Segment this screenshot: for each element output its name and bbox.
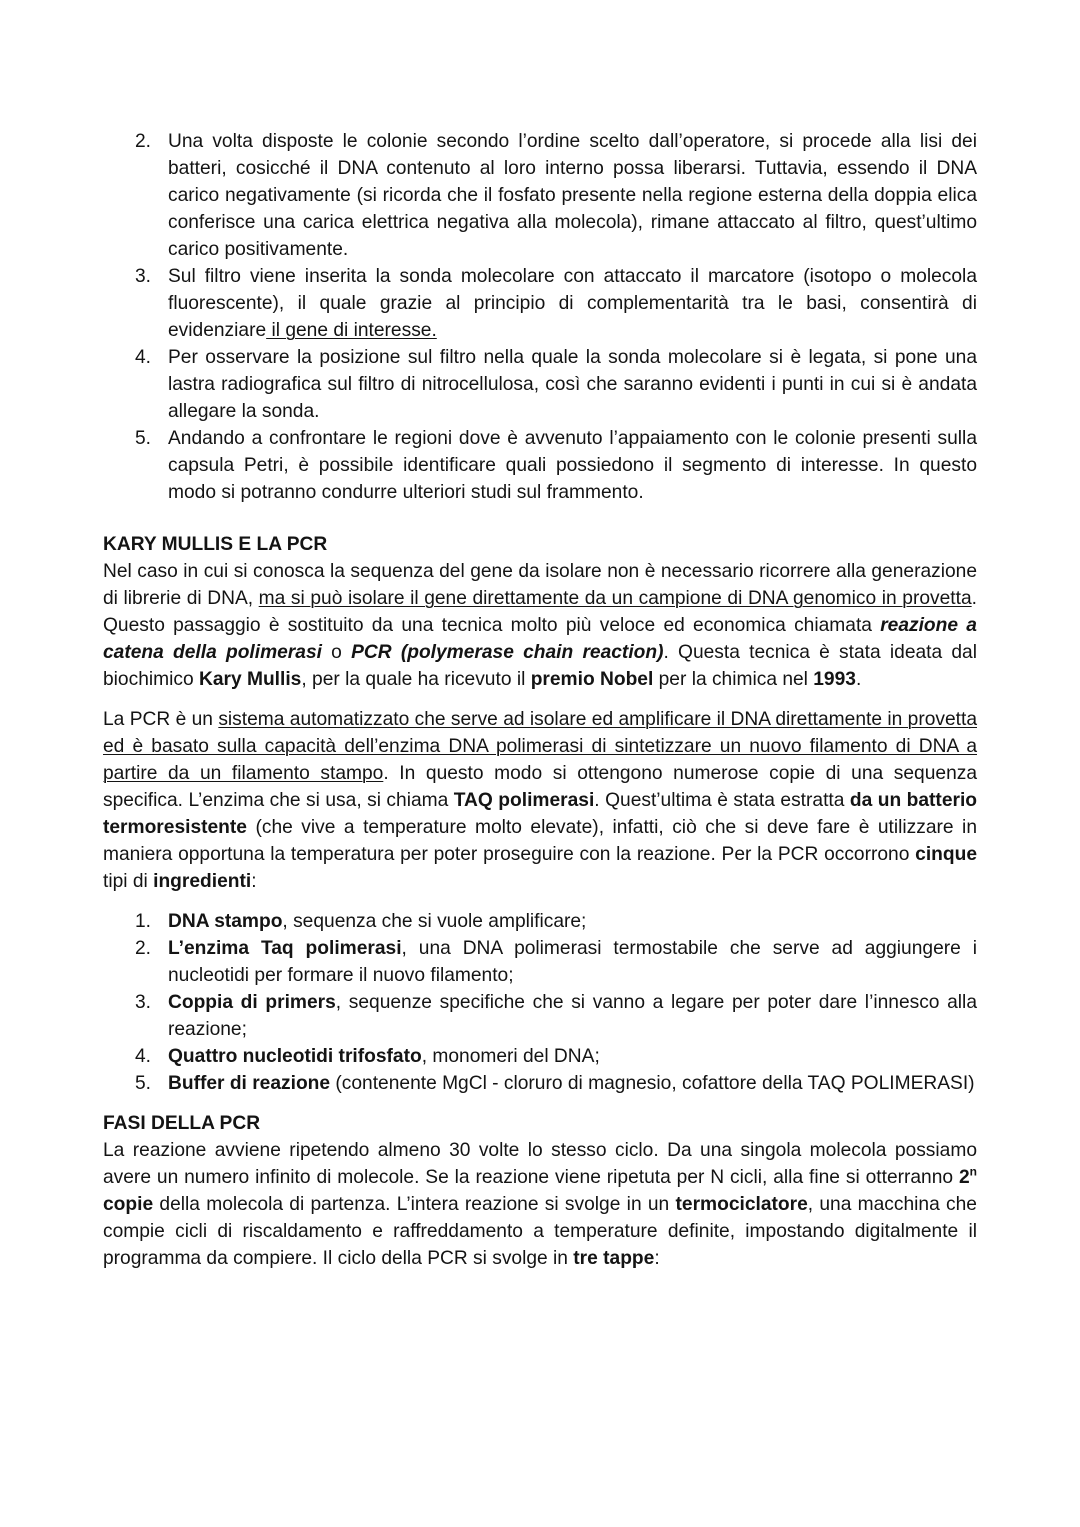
- list-number: 3.: [135, 266, 152, 287]
- list-item: [103, 908, 977, 935]
- paragraph-pcr-phases: [103, 1137, 977, 1272]
- bold-text: Buffer di reazione: [168, 1073, 331, 1094]
- text-run: o: [321, 642, 352, 663]
- bold-text: DNA stampo: [168, 911, 283, 932]
- bold-italic-text: reazione a catena della polimerasi: [103, 615, 977, 663]
- list-number: 5.: [135, 1073, 152, 1094]
- bold-text: Quattro nucleotidi trifosfato: [168, 1046, 422, 1067]
- list-item: [103, 935, 977, 989]
- bold-text: Kary Mullis: [198, 669, 302, 690]
- list-item-text: Una volta disposte le colonie secondo l’ordine scelto dall’operatore, si procede alla lisi dei batteri, cosicché il DNA contenuto al loro interno possa liberarsi. Tuttavia, essendo il DNA carico negativamente (si ricorda che il fosfato presente nella regione esterna della doppia elica conferisce una carica elettrica negativa alla molecola), rimane attaccato al filtro, quest’ultimo carico positivamente.: [168, 131, 977, 260]
- underlined-text: il gene di interesse.: [266, 320, 437, 341]
- power-base: 2: [958, 1167, 970, 1188]
- list-number: 4.: [135, 347, 152, 368]
- underlined-text: sistema automatizzato che serve ad isolare ed amplificare il DNA direttamente in provetta ed è basato sulla capacità dell’enzima DNA polimerasi di sintetizzare un nuovo filamento di DNA a partire da un filamento stampo: [103, 709, 977, 784]
- list-item: [103, 263, 977, 344]
- list-number: 2.: [135, 131, 152, 152]
- list-item: [103, 1043, 977, 1070]
- list-item-text: , monomeri del DNA;: [421, 1046, 600, 1067]
- text-run: . In questo modo si ottengono numerose copie di una sequenza specifica. L’enzima che si usa, si chiama: [103, 763, 978, 811]
- list-item-text: , sequenze specifiche che si vanno a legare per poter dare l’innesco alla reazione;: [168, 992, 977, 1040]
- list-item: [103, 128, 977, 263]
- paragraph-pcr-intro: [103, 558, 977, 693]
- text-run: , per la quale ha ricevuto il: [301, 669, 531, 690]
- underlined-text: ma si può isolare il gene direttamente da un campione di DNA genomico in provetta: [258, 588, 972, 609]
- list-item-text: (contenente MgCl - cloruro di magnesio, cofattore della TAQ POLIMERASI): [330, 1073, 975, 1094]
- procedure-steps-list: [103, 128, 977, 506]
- text-run: tipi di: [103, 871, 154, 892]
- bold-text: termociclatore: [675, 1194, 808, 1215]
- bold-text: tre tappe: [573, 1248, 655, 1269]
- text-run: per la chimica nel: [653, 669, 814, 690]
- text-run: , una macchina che compie cicli di riscaldamento e raffreddamento a temperature definite, impostando digitalmente il programma da compiere. Il ciclo della PCR si svolge in: [103, 1194, 977, 1269]
- text-run: (che vive a temperature molto elevate), infatti, ciò che si deve fare è utilizzare in maniera opportuna la temperatura per poter proseguire con la reazione. Per la PCR occorrono: [103, 817, 977, 865]
- section-heading-kary-mullis: KARY MULLIS E LA PCR: [103, 534, 328, 555]
- superscript-exponent: n: [969, 1164, 977, 1179]
- list-item: [103, 344, 977, 425]
- list-number: 1.: [135, 911, 152, 932]
- list-item-text: , sequenza che si vuole amplificare;: [282, 911, 587, 932]
- text-run: La reazione avviene ripetendo almeno 30 volte lo stesso ciclo. Da una singola molecola possiamo avere un numero infinito di molecole. Se la reazione viene ripetuta per N cicli, alla fine si otterranno: [103, 1140, 977, 1188]
- pcr-ingredients-list: [103, 908, 977, 1097]
- list-item: [103, 425, 977, 506]
- bold-text: cinque: [915, 844, 977, 865]
- bold-text: da un batterio termoresistente: [103, 790, 978, 838]
- text-run: .: [855, 669, 862, 690]
- bold-text: premio Nobel: [530, 669, 654, 690]
- bold-text: ingredienti: [153, 871, 252, 892]
- list-number: 2.: [135, 938, 152, 959]
- paragraph-pcr-system: [103, 706, 977, 895]
- text-run: . Questo passaggio è sostituito da una tecnica molto più veloce ed economica chiamata: [103, 588, 977, 636]
- list-number: 4.: [135, 1046, 152, 1067]
- list-item-text: Per osservare la posizione sul filtro nella quale la sonda molecolare si è legata, si pone una lastra radiografica sul filtro di nitrocellulosa, così che saranno evidenti i punti in cui si è andata allegare la sonda.: [168, 347, 977, 422]
- list-item: [103, 989, 977, 1043]
- bold-text: L’enzima Taq polimerasi: [168, 938, 402, 959]
- text-run: :: [251, 871, 257, 892]
- text-run: . Quest’ultima è stata estratta: [594, 790, 850, 811]
- text-run: della molecola di partenza. L’intera reazione si svolge in un: [153, 1194, 676, 1215]
- bold-text: Coppia di primers: [168, 992, 336, 1013]
- list-item: [103, 1070, 977, 1097]
- text-run: . Questa tecnica è stata ideata dal biochimico: [103, 642, 977, 690]
- text-run: :: [654, 1248, 660, 1269]
- text-run: Nel caso in cui si conosca la sequenza del gene da isolare non è necessario ricorrere alla generazione di librerie di DNA,: [103, 561, 977, 609]
- list-number: 5.: [135, 428, 152, 449]
- text-run: La PCR è un: [103, 709, 219, 730]
- list-number: 3.: [135, 992, 152, 1013]
- section-heading-fasi-pcr: FASI DELLA PCR: [103, 1113, 261, 1134]
- list-item-text: Sul filtro viene inserita la sonda molecolare con attaccato il marcatore (isotopo o molecola fluorescente), il quale grazie al principio di complementarità tra le basi, consentirà di evidenziare: [168, 266, 977, 341]
- list-item-text: , una DNA polimerasi termostabile che serve ad aggiungere i nucleotidi per formare il nuovo filamento;: [168, 938, 977, 986]
- bold-italic-text: PCR (polymerase chain reaction): [351, 642, 664, 663]
- bold-text: copie: [103, 1194, 154, 1215]
- list-item-text: Andando a confrontare le regioni dove è avvenuto l’appaiamento con le colonie presenti sulla capsula Petri, è possibile identificare quali possiedono il segmento di interesse. In questo modo si potranno condurre ulteriori studi sul frammento.: [168, 428, 977, 503]
- bold-text: TAQ polimerasi: [453, 790, 595, 811]
- bold-text: 1993: [813, 669, 856, 690]
- document-page: [103, 128, 977, 1272]
